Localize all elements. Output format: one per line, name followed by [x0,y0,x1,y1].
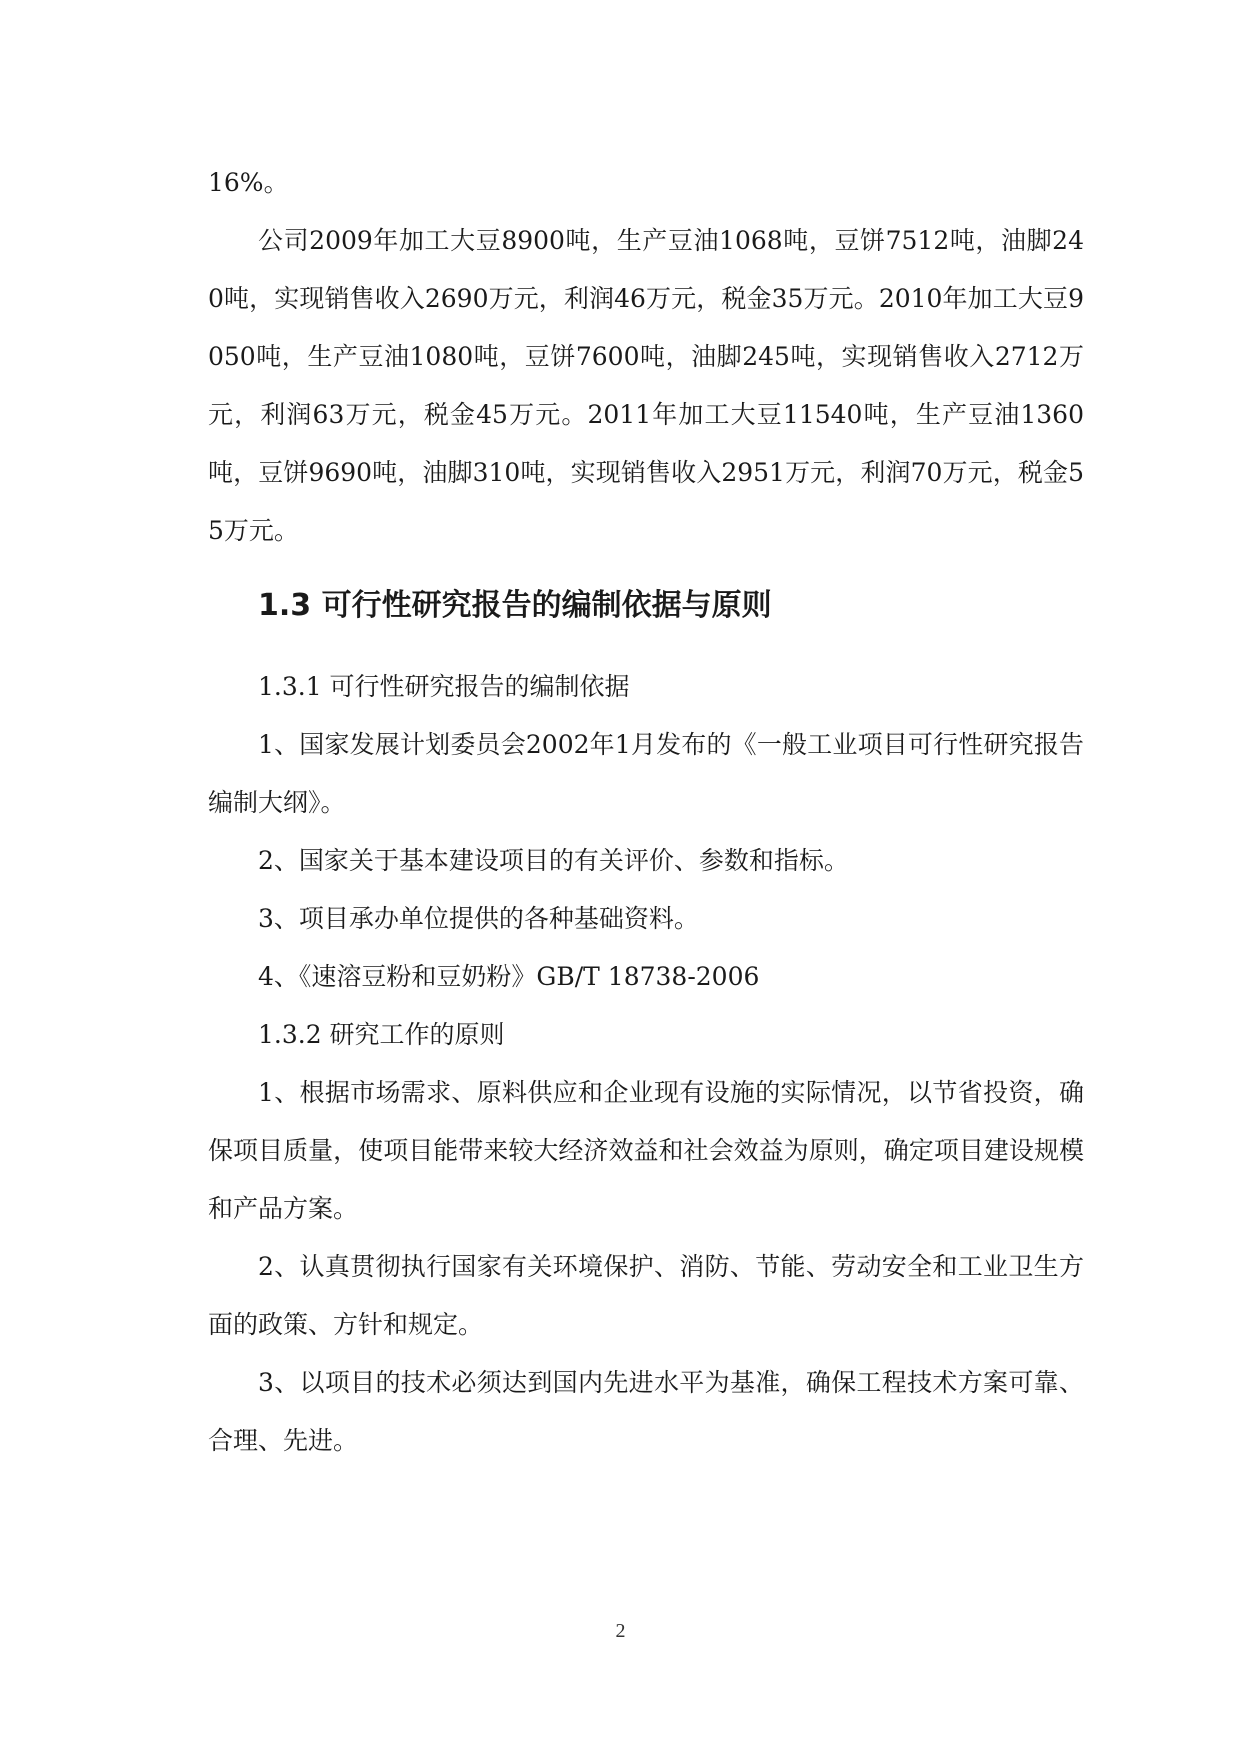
principle-item-1: 1、根据市场需求、原料供应和企业现有设施的实际情况，以节省投资，确保项目质量，使项目能带来较大经济效益和社会效益为原则，确定项目建设规模和产品方案。 [208,1078,1084,1223]
basis-item-2: 2、国家关于基本建设项目的有关评价、参数和指标。 [258,846,849,875]
page-number: 2 [615,1620,626,1642]
subsection-heading-1-3-1: 1.3.1 可行性研究报告的编制依据 [258,672,630,701]
basis-item-1: 1、国家发展计划委员会2002年1月发布的《一般工业项目可行性研究报告编制大纲》。 [208,730,1084,817]
paragraph-continuation: 16%。 [208,168,289,197]
page-content [208,154,1084,1470]
section-heading-1-3: 1.3 可行性研究报告的编制依据与原则 [258,588,772,623]
paragraph-company-production: 公司2009年加工大豆8900吨，生产豆油1068吨，豆饼7512吨，油脚240吨，实现销售收入2690万元，利润46万元，税金35万元。2010年加工大豆9050吨，生产豆油1080吨，豆饼7600吨，油脚245吨，实现销售收入2712万元，利润63万元，税金45万元。2011年加工大豆11540吨，生产豆油1360吨，豆饼9690吨，油脚310吨，实现销售收入2951万元，利润70万元，税金55万元。 [208,226,1084,545]
principle-item-2: 2、认真贯彻执行国家有关环境保护、消防、节能、劳动安全和工业卫生方面的政策、方针和规定。 [208,1252,1084,1339]
basis-item-4: 4、《速溶豆粉和豆奶粉》GB/T 18738-2006 [258,962,760,991]
subsection-heading-1-3-2: 1.3.2 研究工作的原则 [258,1020,505,1049]
basis-item-3: 3、项目承办单位提供的各种基础资料。 [258,904,699,933]
principle-item-3: 3、以项目的技术必须达到国内先进水平为基准，确保工程技术方案可靠、合理、先进。 [208,1368,1084,1455]
